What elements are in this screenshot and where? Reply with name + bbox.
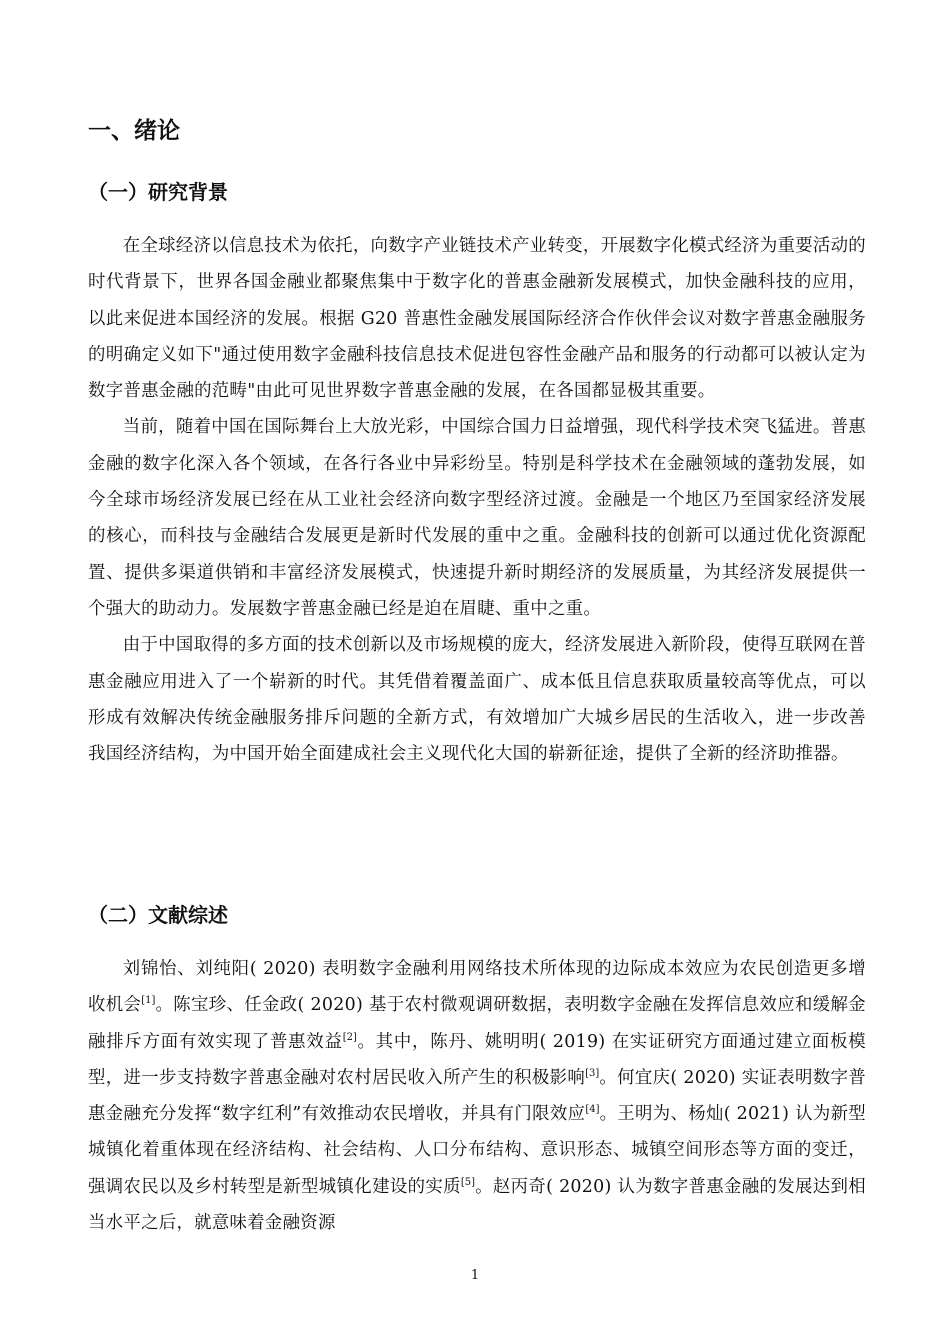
citation-ref: [5] <box>460 1176 476 1188</box>
paragraph: 当前，随着中国在国际舞台上大放光彩，中国综合国力日益增强，现代科学技术突飞猛进。普惠金融的数字化深入各个领域，在各行各业中异彩纷呈。特别是科学技术在金融领域的蓬勃发展，如今全球市场经济发展已经在从工业社会经济向数字型经济过渡。金融是一个地区乃至国家经济发展的核心，而科技与金融结合发展更是新时代发展的重中之重。金融科技的创新可以通过优化资源配置、提供多渠道供销和丰富经济发展模式，快速提升新时期经济的发展质量，为其经济发展提供一个强大的助动力。发展数字普惠金融已经是迫在眉睫、重中之重。 <box>88 417 866 619</box>
research-background-body <box>88 228 866 772</box>
citation-ref: [3] <box>585 1068 600 1080</box>
text-segment: 。何宜庆( 2020) 实证表明数字普惠金融充分发挥“数字红利”有效推动农民增收，并具有门限效应 <box>88 1067 867 1125</box>
paragraph: 在全球经济以信息技术为依托，向数字产业链技术产业转变，开展数字化模式经济为重要活动的时代背景下，世界各国金融业都聚焦集中于数字化的普惠金融新发展模式，加快金融科技的应用，以此来促进本国经济的发展。根据 G20 普惠性金融发展国际经济合作伙伴会议对数字普惠金融服务的明确定义如下"通过使用数字金融科技信息技术促进包容性金融产品和服务的行动都可以被认定为数字普惠金融的范畴"由此可见世界数字普惠金融的发展，在各国都显极其重要。 <box>88 236 866 402</box>
literature-review-body <box>88 951 866 1241</box>
paragraph <box>88 951 866 1241</box>
chapter-heading: 一、绪论 <box>88 118 180 144</box>
section-heading-literature-review: （二）文献综述 <box>88 903 228 927</box>
text-segment: 刘锦怡、刘纯阳( 2020) 表明数字金融利用网络技术所体现的边际成本效应为农民创造更多增收机会 <box>88 959 866 1016</box>
text-segment: 。陈宝珍、任金政( 2020) 基于农村微观调研数据，表明数字金融在发挥信息效应和缓解金融排斥方面有效实现了普惠效益 <box>88 995 866 1052</box>
paragraph: 由于中国取得的多方面的技术创新以及市场规模的庞大，经济发展进入新阶段，使得互联网在普惠金融应用进入了一个崭新的时代。其凭借着覆盖面广、成本低且信息获取质量较高等优点，可以形成有效解决传统金融服务排斥问题的全新方式，有效增加广大城乡居民的生活收入，进一步改善我国经济结构，为中国开始全面建成社会主义现代化大国的崭新征途，提供了全新的经济助推器。 <box>88 635 866 765</box>
page-number: 1 <box>470 1268 480 1283</box>
text-segment: 。赵丙奇( 2020) 认为数字普惠金融的发展达到相当水平之后，就意味着金融资源 <box>88 1176 866 1234</box>
citation-ref: [1] <box>141 995 156 1007</box>
citation-ref: [2] <box>342 1031 357 1043</box>
citation-ref: [4] <box>585 1104 600 1116</box>
text-segment: 。王明为、杨灿( 2021) 认为新型城镇化着重体现在经济结构、社会结构、人口分布结构、意识形态、城镇空间形态等方面的变迁，强调农民以及乡村转型是新型城镇化建设的实质 <box>88 1104 867 1197</box>
text-segment: 。其中，陈丹、姚明明( 2019) 在实证研究方面通过建立面板模型，进一步支持数字普惠金融对农村居民收入所产生的积极影响 <box>88 1031 866 1088</box>
section-heading-research-background: （一）研究背景 <box>88 180 228 204</box>
